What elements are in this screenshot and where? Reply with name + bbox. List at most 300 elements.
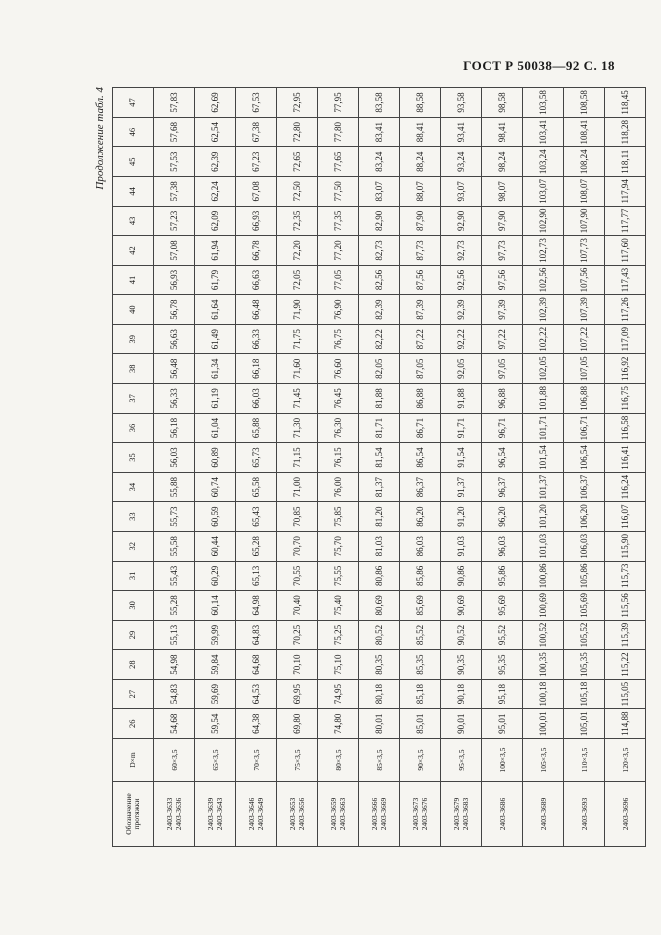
diameter-value: 71,15 bbox=[277, 443, 318, 473]
diameter-value: 87,56 bbox=[400, 265, 441, 295]
diameter-value: 98,24 bbox=[482, 147, 523, 177]
diameter-value: 90,69 bbox=[441, 591, 482, 621]
diameter-value: 101,03 bbox=[523, 531, 564, 561]
diameter-value: 91,54 bbox=[441, 443, 482, 473]
diameter-value: 81,54 bbox=[359, 443, 400, 473]
diameter-value: 107,73 bbox=[564, 236, 605, 266]
diameter-value: 106,54 bbox=[564, 443, 605, 473]
tooth-number: 34 bbox=[113, 472, 154, 502]
diameter-value: 72,95 bbox=[277, 88, 318, 118]
diameter-value: 82,56 bbox=[359, 265, 400, 295]
table-row bbox=[482, 88, 523, 847]
diameter-value: 91,71 bbox=[441, 413, 482, 443]
diameter-value: 57,38 bbox=[154, 177, 195, 207]
diameter-value: 71,75 bbox=[277, 324, 318, 354]
diameter-value: 76,15 bbox=[318, 443, 359, 473]
diameter-value: 86,88 bbox=[400, 384, 441, 414]
diameter-value: 118,45 bbox=[605, 88, 646, 118]
diameter-value: 64,53 bbox=[236, 679, 277, 709]
diameter-value: 102,56 bbox=[523, 265, 564, 295]
diameter-value: 59,84 bbox=[195, 650, 236, 680]
diameter-value: 86,37 bbox=[400, 472, 441, 502]
table-row bbox=[318, 88, 359, 847]
tooth-number: 36 bbox=[113, 413, 154, 443]
diameter-value: 92,56 bbox=[441, 265, 482, 295]
protyazhka-code: 2403-3633 2403-3636 bbox=[154, 782, 195, 847]
diameter-value: 87,73 bbox=[400, 236, 441, 266]
diameter-value: 76,90 bbox=[318, 295, 359, 325]
diameter-value: 118,28 bbox=[605, 117, 646, 147]
diameter-value: 100,86 bbox=[523, 561, 564, 591]
diameter-value: 95,18 bbox=[482, 679, 523, 709]
diameter-value: 62,39 bbox=[195, 147, 236, 177]
diameter-value: 66,48 bbox=[236, 295, 277, 325]
diameter-value: 92,73 bbox=[441, 236, 482, 266]
diameter-value: 65,73 bbox=[236, 443, 277, 473]
diameter-value: 76,60 bbox=[318, 354, 359, 384]
diameter-value: 106,37 bbox=[564, 472, 605, 502]
diameter-value: 103,07 bbox=[523, 177, 564, 207]
diameter-value: 85,69 bbox=[400, 591, 441, 621]
diameter-value: 70,55 bbox=[277, 561, 318, 591]
diameter-value: 103,24 bbox=[523, 147, 564, 177]
diameter-value: 80,18 bbox=[359, 679, 400, 709]
diameter-value: 72,35 bbox=[277, 206, 318, 236]
diameter-value: 83,07 bbox=[359, 177, 400, 207]
diameter-value: 107,39 bbox=[564, 295, 605, 325]
table-row bbox=[359, 88, 400, 847]
diameter-value: 61,04 bbox=[195, 413, 236, 443]
tooth-number: 29 bbox=[113, 620, 154, 650]
diameter-value: 65,58 bbox=[236, 472, 277, 502]
diameter-value: 67,53 bbox=[236, 88, 277, 118]
protyazhka-size: 90×3,5 bbox=[400, 739, 441, 782]
diameter-value: 108,24 bbox=[564, 147, 605, 177]
tooth-number: 28 bbox=[113, 650, 154, 680]
diameter-value: 100,18 bbox=[523, 679, 564, 709]
diameter-value: 106,71 bbox=[564, 413, 605, 443]
diameter-value: 85,86 bbox=[400, 561, 441, 591]
protyazhka-size: 65×3,5 bbox=[195, 739, 236, 782]
diameter-value: 102,05 bbox=[523, 354, 564, 384]
diameter-value: 64,98 bbox=[236, 591, 277, 621]
diameter-value: 75,70 bbox=[318, 531, 359, 561]
diameter-value: 72,05 bbox=[277, 265, 318, 295]
diameter-value: 101,20 bbox=[523, 502, 564, 532]
diameter-value: 105,69 bbox=[564, 591, 605, 621]
tooth-number: 32 bbox=[113, 531, 154, 561]
diameter-value: 105,35 bbox=[564, 650, 605, 680]
diameter-value: 82,39 bbox=[359, 295, 400, 325]
protyazhka-size: 85×3,5 bbox=[359, 739, 400, 782]
diameter-value: 102,22 bbox=[523, 324, 564, 354]
diameter-value: 103,58 bbox=[523, 88, 564, 118]
diameter-value: 116,07 bbox=[605, 502, 646, 532]
diameter-value: 70,40 bbox=[277, 591, 318, 621]
diameter-value: 98,58 bbox=[482, 88, 523, 118]
diameter-value: 97,05 bbox=[482, 354, 523, 384]
diameter-value: 88,41 bbox=[400, 117, 441, 147]
table-row bbox=[523, 88, 564, 847]
diameter-value: 100,52 bbox=[523, 620, 564, 650]
diameter-value: 96,20 bbox=[482, 502, 523, 532]
tooth-number: 40 bbox=[113, 295, 154, 325]
tooth-number: 42 bbox=[113, 236, 154, 266]
diameter-value: 80,52 bbox=[359, 620, 400, 650]
diameter-value: 90,86 bbox=[441, 561, 482, 591]
diameter-value: 100,69 bbox=[523, 591, 564, 621]
protyazhka-code: 2403-3686 bbox=[482, 782, 523, 847]
diameter-value: 97,73 bbox=[482, 236, 523, 266]
diameter-value: 92,90 bbox=[441, 206, 482, 236]
diameter-value: 105,52 bbox=[564, 620, 605, 650]
tooth-number: 31 bbox=[113, 561, 154, 591]
table-row bbox=[564, 88, 605, 847]
diameter-value: 115,73 bbox=[605, 561, 646, 591]
diameter-value: 56,03 bbox=[154, 443, 195, 473]
diameter-value: 55,88 bbox=[154, 472, 195, 502]
diameter-value: 60,74 bbox=[195, 472, 236, 502]
diameter-value: 60,59 bbox=[195, 502, 236, 532]
diameter-value: 62,24 bbox=[195, 177, 236, 207]
protyazhka-code: 2403-3659 2403-3663 bbox=[318, 782, 359, 847]
diameter-value: 105,86 bbox=[564, 561, 605, 591]
diameter-value: 83,24 bbox=[359, 147, 400, 177]
diameter-value: 56,78 bbox=[154, 295, 195, 325]
diameter-value: 102,90 bbox=[523, 206, 564, 236]
protyazhka-size: 60×3,5 bbox=[154, 739, 195, 782]
diameter-value: 91,03 bbox=[441, 531, 482, 561]
diameter-value: 96,88 bbox=[482, 384, 523, 414]
table-row bbox=[195, 88, 236, 847]
diameter-value: 117,77 bbox=[605, 206, 646, 236]
diameter-value: 116,58 bbox=[605, 413, 646, 443]
diameter-value: 86,03 bbox=[400, 531, 441, 561]
diameter-value: 87,22 bbox=[400, 324, 441, 354]
diameter-value: 95,35 bbox=[482, 650, 523, 680]
diameter-value: 76,00 bbox=[318, 472, 359, 502]
diameter-value: 65,88 bbox=[236, 413, 277, 443]
diameter-value: 82,22 bbox=[359, 324, 400, 354]
protyazhka-size: 95×3,5 bbox=[441, 739, 482, 782]
diameter-value: 66,18 bbox=[236, 354, 277, 384]
diameter-value: 116,75 bbox=[605, 384, 646, 414]
diameter-value: 77,50 bbox=[318, 177, 359, 207]
diameter-value: 107,90 bbox=[564, 206, 605, 236]
diameter-value: 87,90 bbox=[400, 206, 441, 236]
protyazhka-size: 110×3,5 bbox=[564, 739, 605, 782]
diameter-value: 56,33 bbox=[154, 384, 195, 414]
diameter-value: 75,40 bbox=[318, 591, 359, 621]
diameter-value: 96,37 bbox=[482, 472, 523, 502]
diameter-value: 81,03 bbox=[359, 531, 400, 561]
diameter-value: 66,03 bbox=[236, 384, 277, 414]
diameter-value: 67,23 bbox=[236, 147, 277, 177]
diameter-value: 82,05 bbox=[359, 354, 400, 384]
diameter-value: 61,64 bbox=[195, 295, 236, 325]
diameter-value: 91,37 bbox=[441, 472, 482, 502]
diameter-value: 75,55 bbox=[318, 561, 359, 591]
diameter-value: 74,80 bbox=[318, 709, 359, 739]
diameter-value: 72,80 bbox=[277, 117, 318, 147]
diameter-value: 115,22 bbox=[605, 650, 646, 680]
diameter-value: 59,69 bbox=[195, 679, 236, 709]
tooth-number: 46 bbox=[113, 117, 154, 147]
diameter-value: 93,41 bbox=[441, 117, 482, 147]
protyazhka-code: 2403-3673 2403-3676 bbox=[400, 782, 441, 847]
diameter-value: 70,85 bbox=[277, 502, 318, 532]
diameter-value: 55,73 bbox=[154, 502, 195, 532]
diameter-value: 96,71 bbox=[482, 413, 523, 443]
diameter-value: 108,07 bbox=[564, 177, 605, 207]
diameter-value: 61,49 bbox=[195, 324, 236, 354]
diameter-value: 75,10 bbox=[318, 650, 359, 680]
diameter-value: 92,05 bbox=[441, 354, 482, 384]
diameter-value: 60,44 bbox=[195, 531, 236, 561]
diameter-value: 118,11 bbox=[605, 147, 646, 177]
diameter-value: 107,22 bbox=[564, 324, 605, 354]
protyazhka-size: 80×3,5 bbox=[318, 739, 359, 782]
diameter-value: 87,05 bbox=[400, 354, 441, 384]
tooth-number: 44 bbox=[113, 177, 154, 207]
teeth-diameter-table bbox=[112, 87, 646, 847]
diameter-value: 83,41 bbox=[359, 117, 400, 147]
diameter-value: 87,39 bbox=[400, 295, 441, 325]
table-row bbox=[441, 88, 482, 847]
diameter-value: 59,99 bbox=[195, 620, 236, 650]
diameter-value: 93,58 bbox=[441, 88, 482, 118]
diameter-value: 76,30 bbox=[318, 413, 359, 443]
diameter-value: 66,78 bbox=[236, 236, 277, 266]
diameter-value: 77,80 bbox=[318, 117, 359, 147]
diameter-value: 65,43 bbox=[236, 502, 277, 532]
table-row bbox=[154, 88, 195, 847]
protyazhka-code: 2403-3653 2403-3656 bbox=[277, 782, 318, 847]
diameter-value: 71,30 bbox=[277, 413, 318, 443]
diameter-value: 56,63 bbox=[154, 324, 195, 354]
diameter-value: 93,07 bbox=[441, 177, 482, 207]
diameter-value: 117,26 bbox=[605, 295, 646, 325]
diameter-value: 71,60 bbox=[277, 354, 318, 384]
diameter-value: 95,52 bbox=[482, 620, 523, 650]
diameter-value: 54,68 bbox=[154, 709, 195, 739]
diameter-value: 66,93 bbox=[236, 206, 277, 236]
diameter-value: 96,03 bbox=[482, 531, 523, 561]
diameter-value: 85,35 bbox=[400, 650, 441, 680]
diameter-value: 75,85 bbox=[318, 502, 359, 532]
table-row bbox=[400, 88, 441, 847]
diameter-value: 90,52 bbox=[441, 620, 482, 650]
protyazhka-code: 2403-3639 2403-3643 bbox=[195, 782, 236, 847]
diameter-value: 62,54 bbox=[195, 117, 236, 147]
diameter-value: 74,95 bbox=[318, 679, 359, 709]
diameter-value: 70,25 bbox=[277, 620, 318, 650]
diameter-value: 115,39 bbox=[605, 620, 646, 650]
protyazhka-code: 2403-3679 2403-3683 bbox=[441, 782, 482, 847]
diameter-value: 90,18 bbox=[441, 679, 482, 709]
diameter-value: 75,25 bbox=[318, 620, 359, 650]
diameter-value: 56,93 bbox=[154, 265, 195, 295]
tooth-number: 26 bbox=[113, 709, 154, 739]
tooth-number: 35 bbox=[113, 443, 154, 473]
diameter-value: 64,83 bbox=[236, 620, 277, 650]
diameter-value: 72,20 bbox=[277, 236, 318, 266]
diameter-value: 56,18 bbox=[154, 413, 195, 443]
diameter-value: 85,18 bbox=[400, 679, 441, 709]
protyazhka-size: 105×3,5 bbox=[523, 739, 564, 782]
diameter-value: 97,22 bbox=[482, 324, 523, 354]
protyazhka-code: 2403-3689 bbox=[523, 782, 564, 847]
diameter-value: 103,41 bbox=[523, 117, 564, 147]
diameter-value: 72,50 bbox=[277, 177, 318, 207]
designation-label: Обозначение протяжки bbox=[113, 782, 154, 847]
diameter-value: 116,92 bbox=[605, 354, 646, 384]
diameter-value: 86,71 bbox=[400, 413, 441, 443]
diameter-value: 86,54 bbox=[400, 443, 441, 473]
diameter-value: 81,88 bbox=[359, 384, 400, 414]
diameter-value: 114,88 bbox=[605, 709, 646, 739]
diameter-value: 76,75 bbox=[318, 324, 359, 354]
protyazhka-code: 2403-3666 2403-3669 bbox=[359, 782, 400, 847]
diameter-value: 55,43 bbox=[154, 561, 195, 591]
diameter-value: 115,56 bbox=[605, 591, 646, 621]
diameter-value: 55,13 bbox=[154, 620, 195, 650]
tooth-number: 33 bbox=[113, 502, 154, 532]
protyazhka-size: 120×3,5 bbox=[605, 739, 646, 782]
diameter-value: 59,54 bbox=[195, 709, 236, 739]
diameter-value: 57,83 bbox=[154, 88, 195, 118]
diameter-value: 116,41 bbox=[605, 443, 646, 473]
diameter-value: 97,39 bbox=[482, 295, 523, 325]
diameter-value: 70,70 bbox=[277, 531, 318, 561]
diameter-value: 82,90 bbox=[359, 206, 400, 236]
diameter-value: 106,03 bbox=[564, 531, 605, 561]
protyazhka-size: 100×3,5 bbox=[482, 739, 523, 782]
diameter-value: 77,35 bbox=[318, 206, 359, 236]
diameter-value: 81,20 bbox=[359, 502, 400, 532]
diameter-value: 105,01 bbox=[564, 709, 605, 739]
diameter-value: 65,13 bbox=[236, 561, 277, 591]
protyazhka-size: 70×3,5 bbox=[236, 739, 277, 782]
diameter-value: 107,05 bbox=[564, 354, 605, 384]
diameter-value: 105,18 bbox=[564, 679, 605, 709]
diameter-value: 77,05 bbox=[318, 265, 359, 295]
diameter-value: 102,39 bbox=[523, 295, 564, 325]
diameter-value: 102,73 bbox=[523, 236, 564, 266]
diameter-value: 70,10 bbox=[277, 650, 318, 680]
table-row bbox=[277, 88, 318, 847]
diameter-value: 101,54 bbox=[523, 443, 564, 473]
diameter-value: 117,43 bbox=[605, 265, 646, 295]
diameter-value: 69,80 bbox=[277, 709, 318, 739]
diameter-value: 88,24 bbox=[400, 147, 441, 177]
diameter-value: 107,56 bbox=[564, 265, 605, 295]
tooth-number: 45 bbox=[113, 147, 154, 177]
rotated-table-area bbox=[94, 87, 630, 847]
protyazhka-code: 2403-3696 bbox=[605, 782, 646, 847]
diameter-value: 77,65 bbox=[318, 147, 359, 177]
diameter-value: 116,24 bbox=[605, 472, 646, 502]
diameter-value: 106,20 bbox=[564, 502, 605, 532]
diameter-value: 98,41 bbox=[482, 117, 523, 147]
diameter-value: 85,01 bbox=[400, 709, 441, 739]
diameter-value: 64,68 bbox=[236, 650, 277, 680]
diameter-value: 95,86 bbox=[482, 561, 523, 591]
diameter-value: 80,69 bbox=[359, 591, 400, 621]
table-caption: Продолжение табл. 4 bbox=[94, 87, 106, 190]
diameter-value: 55,58 bbox=[154, 531, 195, 561]
diameter-value: 117,09 bbox=[605, 324, 646, 354]
diameter-value: 54,83 bbox=[154, 679, 195, 709]
diameter-value: 85,52 bbox=[400, 620, 441, 650]
diameter-value: 66,33 bbox=[236, 324, 277, 354]
diameter-value: 101,88 bbox=[523, 384, 564, 414]
diameter-value: 106,88 bbox=[564, 384, 605, 414]
diameter-value: 86,20 bbox=[400, 502, 441, 532]
diameter-value: 91,88 bbox=[441, 384, 482, 414]
tooth-number: 37 bbox=[113, 384, 154, 414]
diameter-value: 101,71 bbox=[523, 413, 564, 443]
diameter-value: 93,24 bbox=[441, 147, 482, 177]
diameter-value: 91,20 bbox=[441, 502, 482, 532]
diameter-value: 115,05 bbox=[605, 679, 646, 709]
diameter-value: 56,48 bbox=[154, 354, 195, 384]
page-header: ГОСТ Р 50038—92 С. 18 bbox=[463, 58, 615, 73]
diameter-value: 90,35 bbox=[441, 650, 482, 680]
diameter-value: 61,34 bbox=[195, 354, 236, 384]
diameter-value: 62,09 bbox=[195, 206, 236, 236]
diameter-value: 55,28 bbox=[154, 591, 195, 621]
diameter-value: 77,20 bbox=[318, 236, 359, 266]
diameter-value: 92,39 bbox=[441, 295, 482, 325]
diameter-value: 80,35 bbox=[359, 650, 400, 680]
diameter-value: 57,23 bbox=[154, 206, 195, 236]
diameter-value: 67,08 bbox=[236, 177, 277, 207]
diameter-value: 115,90 bbox=[605, 531, 646, 561]
diameter-value: 71,00 bbox=[277, 472, 318, 502]
diameter-value: 61,79 bbox=[195, 265, 236, 295]
diameter-value: 80,01 bbox=[359, 709, 400, 739]
tooth-number-row bbox=[113, 88, 154, 847]
diameter-value: 108,41 bbox=[564, 117, 605, 147]
diameter-value: 54,98 bbox=[154, 650, 195, 680]
diameter-value: 60,29 bbox=[195, 561, 236, 591]
diameter-value: 88,58 bbox=[400, 88, 441, 118]
tooth-number: 39 bbox=[113, 324, 154, 354]
diameter-value: 71,45 bbox=[277, 384, 318, 414]
protyazhka-code: 2403-3646 2403-3649 bbox=[236, 782, 277, 847]
diameter-value: 90,01 bbox=[441, 709, 482, 739]
diameter-value: 98,07 bbox=[482, 177, 523, 207]
diameter-value: 117,94 bbox=[605, 177, 646, 207]
tooth-number: 30 bbox=[113, 591, 154, 621]
diameter-value: 100,35 bbox=[523, 650, 564, 680]
tooth-number: 47 bbox=[113, 88, 154, 118]
diameter-value: 88,07 bbox=[400, 177, 441, 207]
table-row bbox=[236, 88, 277, 847]
protyazhka-code: 2403-3693 bbox=[564, 782, 605, 847]
diameter-value: 117,60 bbox=[605, 236, 646, 266]
dxm-label: D×m bbox=[113, 739, 154, 782]
diameter-value: 82,73 bbox=[359, 236, 400, 266]
diameter-value: 76,45 bbox=[318, 384, 359, 414]
diameter-value: 57,08 bbox=[154, 236, 195, 266]
diameter-value: 71,90 bbox=[277, 295, 318, 325]
diameter-value: 83,58 bbox=[359, 88, 400, 118]
diameter-value: 72,65 bbox=[277, 147, 318, 177]
diameter-value: 95,69 bbox=[482, 591, 523, 621]
diameter-value: 57,53 bbox=[154, 147, 195, 177]
